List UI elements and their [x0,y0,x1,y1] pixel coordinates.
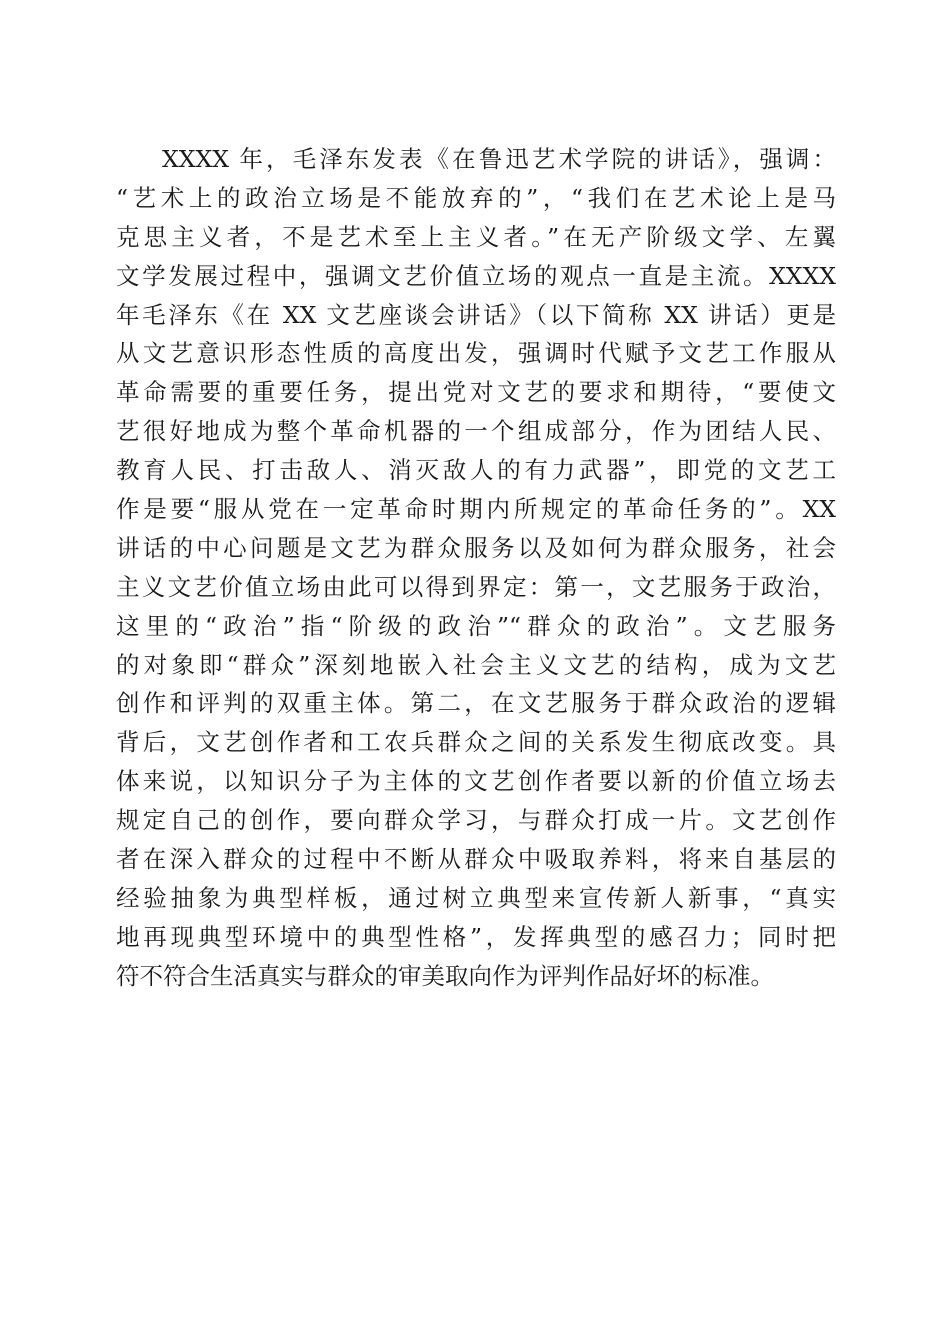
text-line: 规定自己的创作，要向群众学习，与群众打成一片。文艺创作 [116,806,836,835]
text-line: 地再现典型环境中的典型性格”，发挥典型的感召力；同时把 [116,922,836,951]
text-line: 体来说，以知识分子为主体的文艺创作者要以新的价值立场去 [116,767,836,796]
text-line: 者在深入群众的过程中不断从群众中吸取养料，将来自基层的 [116,845,836,874]
text-line: 符不符合生活真实与群众的审美取向作为评判作品好坏的标准。 [116,961,774,990]
text-line: 作是要“服从党在一定革命时期内所规定的革命任务的”。XX [116,495,836,524]
text-line: 从文艺意识形态性质的高度出发，强调时代赋予文艺工作服从 [116,339,836,368]
text-line: 经验抽象为典型样板，通过树立典型来宣传新人新事，“真实 [116,883,836,912]
text-line: 文学发展过程中，强调文艺价值立场的观点一直是主流。XXXX [116,261,836,290]
text-line: 创作和评判的双重主体。第二，在文艺服务于群众政治的逻辑 [116,689,836,718]
text-line: XXXX 年，毛泽东发表《在鲁迅艺术学院的讲话》，强调： [162,145,836,173]
text-line: 克思主义者，不是艺术至上主义者。”在无产阶级文学、左翼 [116,222,836,251]
text-line: 艺很好地成为整个革命机器的一个组成部分，作为团结人民、 [116,417,836,446]
text-line: 教育人民、打击敌人、消灭敌人的有力武器”，即党的文艺工 [116,456,836,485]
text-line: “艺术上的政治立场是不能放弃的”，“我们在艺术论上是马 [116,183,836,212]
text-line: 主义文艺价值立场由此可以得到界定：第一，文艺服务于政治， [116,572,836,601]
text-line: 讲话的中心问题是文艺为群众服务以及如何为群众服务，社会 [116,533,836,562]
text-line: 年毛泽东《在 XX 文艺座谈会讲话》（以下简称 XX 讲话）更是 [116,300,836,329]
text-line: 革命需要的重要任务，提出党对文艺的要求和期待，“要使文 [116,378,836,407]
text-line: 这里的“政治”指“阶级的政治”“群众的政治”。文艺服务 [116,611,836,640]
text-line: 背后，文艺创作者和工农兵群众之间的关系发生彻底改变。具 [116,728,836,757]
body-paragraph [116,140,836,996]
text-line: 的对象即“群众”深刻地嵌入社会主义文艺的结构，成为文艺 [116,650,836,679]
